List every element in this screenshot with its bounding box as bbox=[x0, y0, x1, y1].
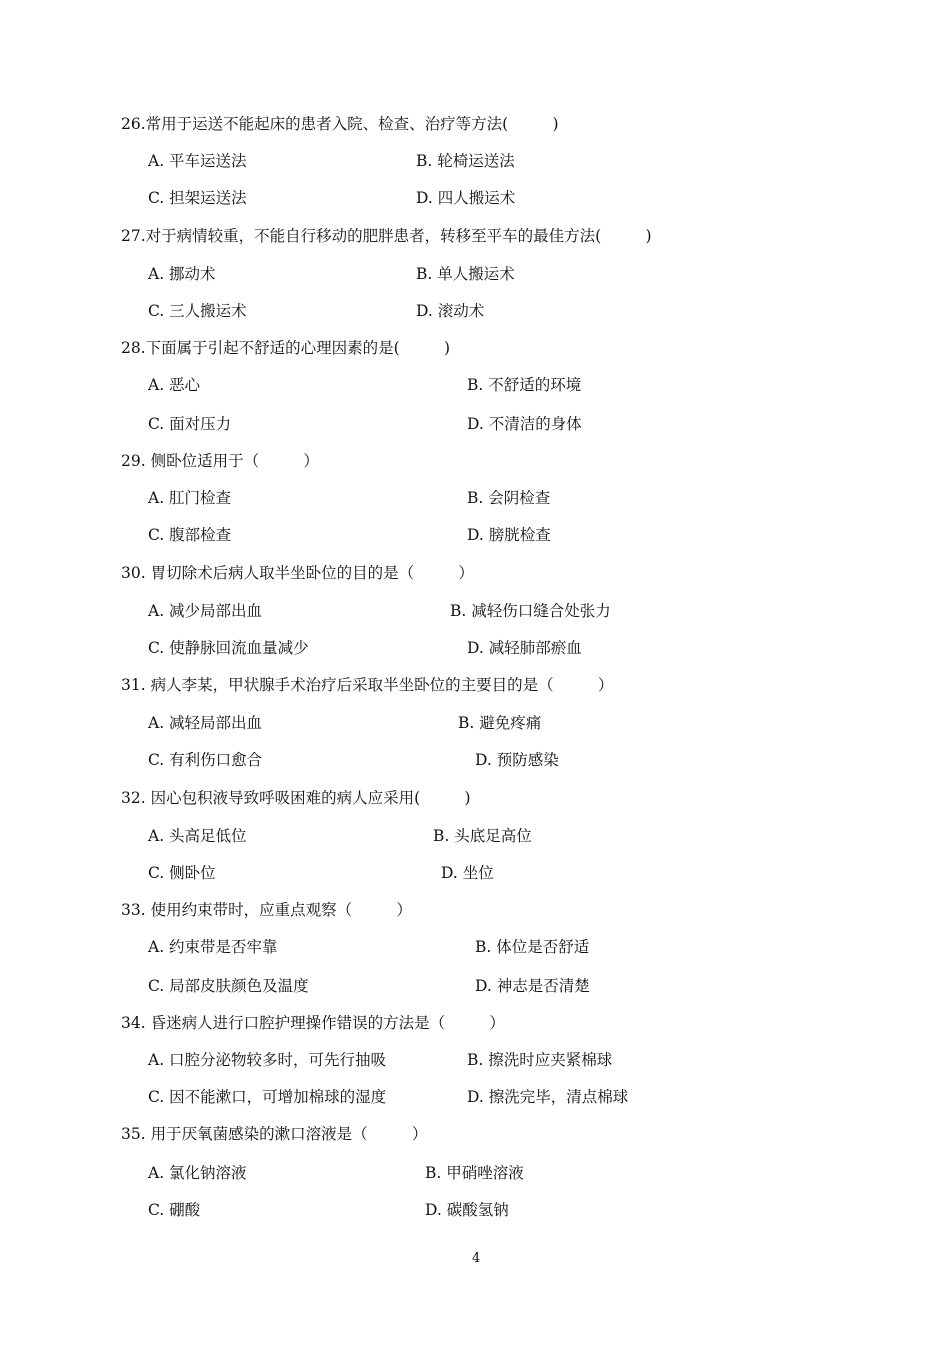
question-32-option-a: A. 头高足低位 bbox=[148, 827, 247, 845]
question-30-option-a: A. 减少局部出血 bbox=[148, 602, 263, 620]
question-35-option-a: A. 氯化钠溶液 bbox=[148, 1164, 247, 1182]
question-34-stem: 34. 昏迷病人进行口腔护理操作错误的方法是（ ） bbox=[121, 1014, 505, 1032]
question-34-option-a: A. 口腔分泌物较多时，可先行抽吸 bbox=[148, 1051, 387, 1069]
question-32-option-d: D. 坐位 bbox=[441, 864, 494, 882]
question-26-option-c: C. 担架运送法 bbox=[148, 189, 247, 207]
question-31-option-a: A. 减轻局部出血 bbox=[148, 714, 263, 732]
question-33-option-a: A. 约束带是否牢靠 bbox=[148, 938, 278, 956]
question-33-option-c: C. 局部皮肤颜色及温度 bbox=[148, 977, 309, 995]
question-32-option-b: B. 头底足高位 bbox=[433, 827, 532, 845]
question-27-stem: 27.对于病情较重，不能自行移动的肥胖患者，转移至平车的最佳方法( ) bbox=[121, 227, 652, 245]
question-26-stem: 26.常用于运送不能起床的患者入院、检查、治疗等方法( ) bbox=[121, 115, 559, 133]
question-29-stem: 29. 侧卧位适用于（ ） bbox=[121, 452, 319, 470]
question-33-option-b: B. 体位是否舒适 bbox=[475, 938, 590, 956]
question-35-option-d: D. 碳酸氢钠 bbox=[425, 1201, 509, 1219]
question-28-option-c: C. 面对压力 bbox=[148, 415, 232, 433]
question-28-option-b: B. 不舒适的环境 bbox=[467, 376, 582, 394]
question-35-option-b: B. 甲硝唑溶液 bbox=[425, 1164, 524, 1182]
question-35-option-c: C. 硼酸 bbox=[148, 1201, 201, 1219]
question-29-option-a: A. 肛门检查 bbox=[148, 489, 232, 507]
question-29-option-b: B. 会阴检查 bbox=[467, 489, 551, 507]
question-32-option-c: C. 侧卧位 bbox=[148, 864, 216, 882]
question-34-option-c: C. 因不能漱口，可增加棉球的湿度 bbox=[148, 1088, 387, 1106]
question-31-option-d: D. 预防感染 bbox=[475, 751, 559, 769]
question-30-option-b: B. 减轻伤口缝合处张力 bbox=[450, 602, 611, 620]
question-34-option-d: D. 擦洗完毕，清点棉球 bbox=[467, 1088, 629, 1106]
question-26-option-a: A. 平车运送法 bbox=[148, 152, 247, 170]
question-29-option-d: D. 膀胱检查 bbox=[467, 526, 551, 544]
question-26-option-b: B. 轮椅运送法 bbox=[416, 152, 515, 170]
question-27-option-c: C. 三人搬运术 bbox=[148, 302, 247, 320]
question-28-stem: 28.下面属于引起不舒适的心理因素的是( ) bbox=[121, 339, 451, 357]
question-26-option-d: D. 四人搬运术 bbox=[416, 189, 516, 207]
question-28-option-a: A. 恶心 bbox=[148, 376, 201, 394]
question-30-stem: 30. 胃切除术后病人取半坐卧位的目的是（ ） bbox=[121, 564, 474, 582]
question-27-option-a: A. 挪动术 bbox=[148, 265, 216, 283]
question-27-option-b: B. 单人搬运术 bbox=[416, 265, 515, 283]
question-28-option-d: D. 不清洁的身体 bbox=[467, 415, 582, 433]
question-30-option-d: D. 减轻肺部瘀血 bbox=[467, 639, 582, 657]
question-35-stem: 35. 用于厌氧菌感染的漱口溶液是（ ） bbox=[121, 1125, 428, 1143]
question-31-stem: 31. 病人李某，甲状腺手术治疗后采取半坐卧位的主要目的是（ ） bbox=[121, 676, 614, 694]
page-number: 4 bbox=[472, 1251, 481, 1266]
question-30-option-c: C. 使静脉回流血量减少 bbox=[148, 639, 309, 657]
question-32-stem: 32. 因心包积液导致呼吸困难的病人应采用( ) bbox=[121, 789, 471, 807]
question-33-option-d: D. 神志是否清楚 bbox=[475, 977, 590, 995]
question-33-stem: 33. 使用约束带时，应重点观察（ ） bbox=[121, 901, 412, 919]
question-31-option-c: C. 有利伤口愈合 bbox=[148, 751, 263, 769]
question-34-option-b: B. 擦洗时应夹紧棉球 bbox=[467, 1051, 613, 1069]
question-29-option-c: C. 腹部检查 bbox=[148, 526, 232, 544]
question-27-option-d: D. 滚动术 bbox=[416, 302, 485, 320]
question-31-option-b: B. 避免疼痛 bbox=[458, 714, 542, 732]
